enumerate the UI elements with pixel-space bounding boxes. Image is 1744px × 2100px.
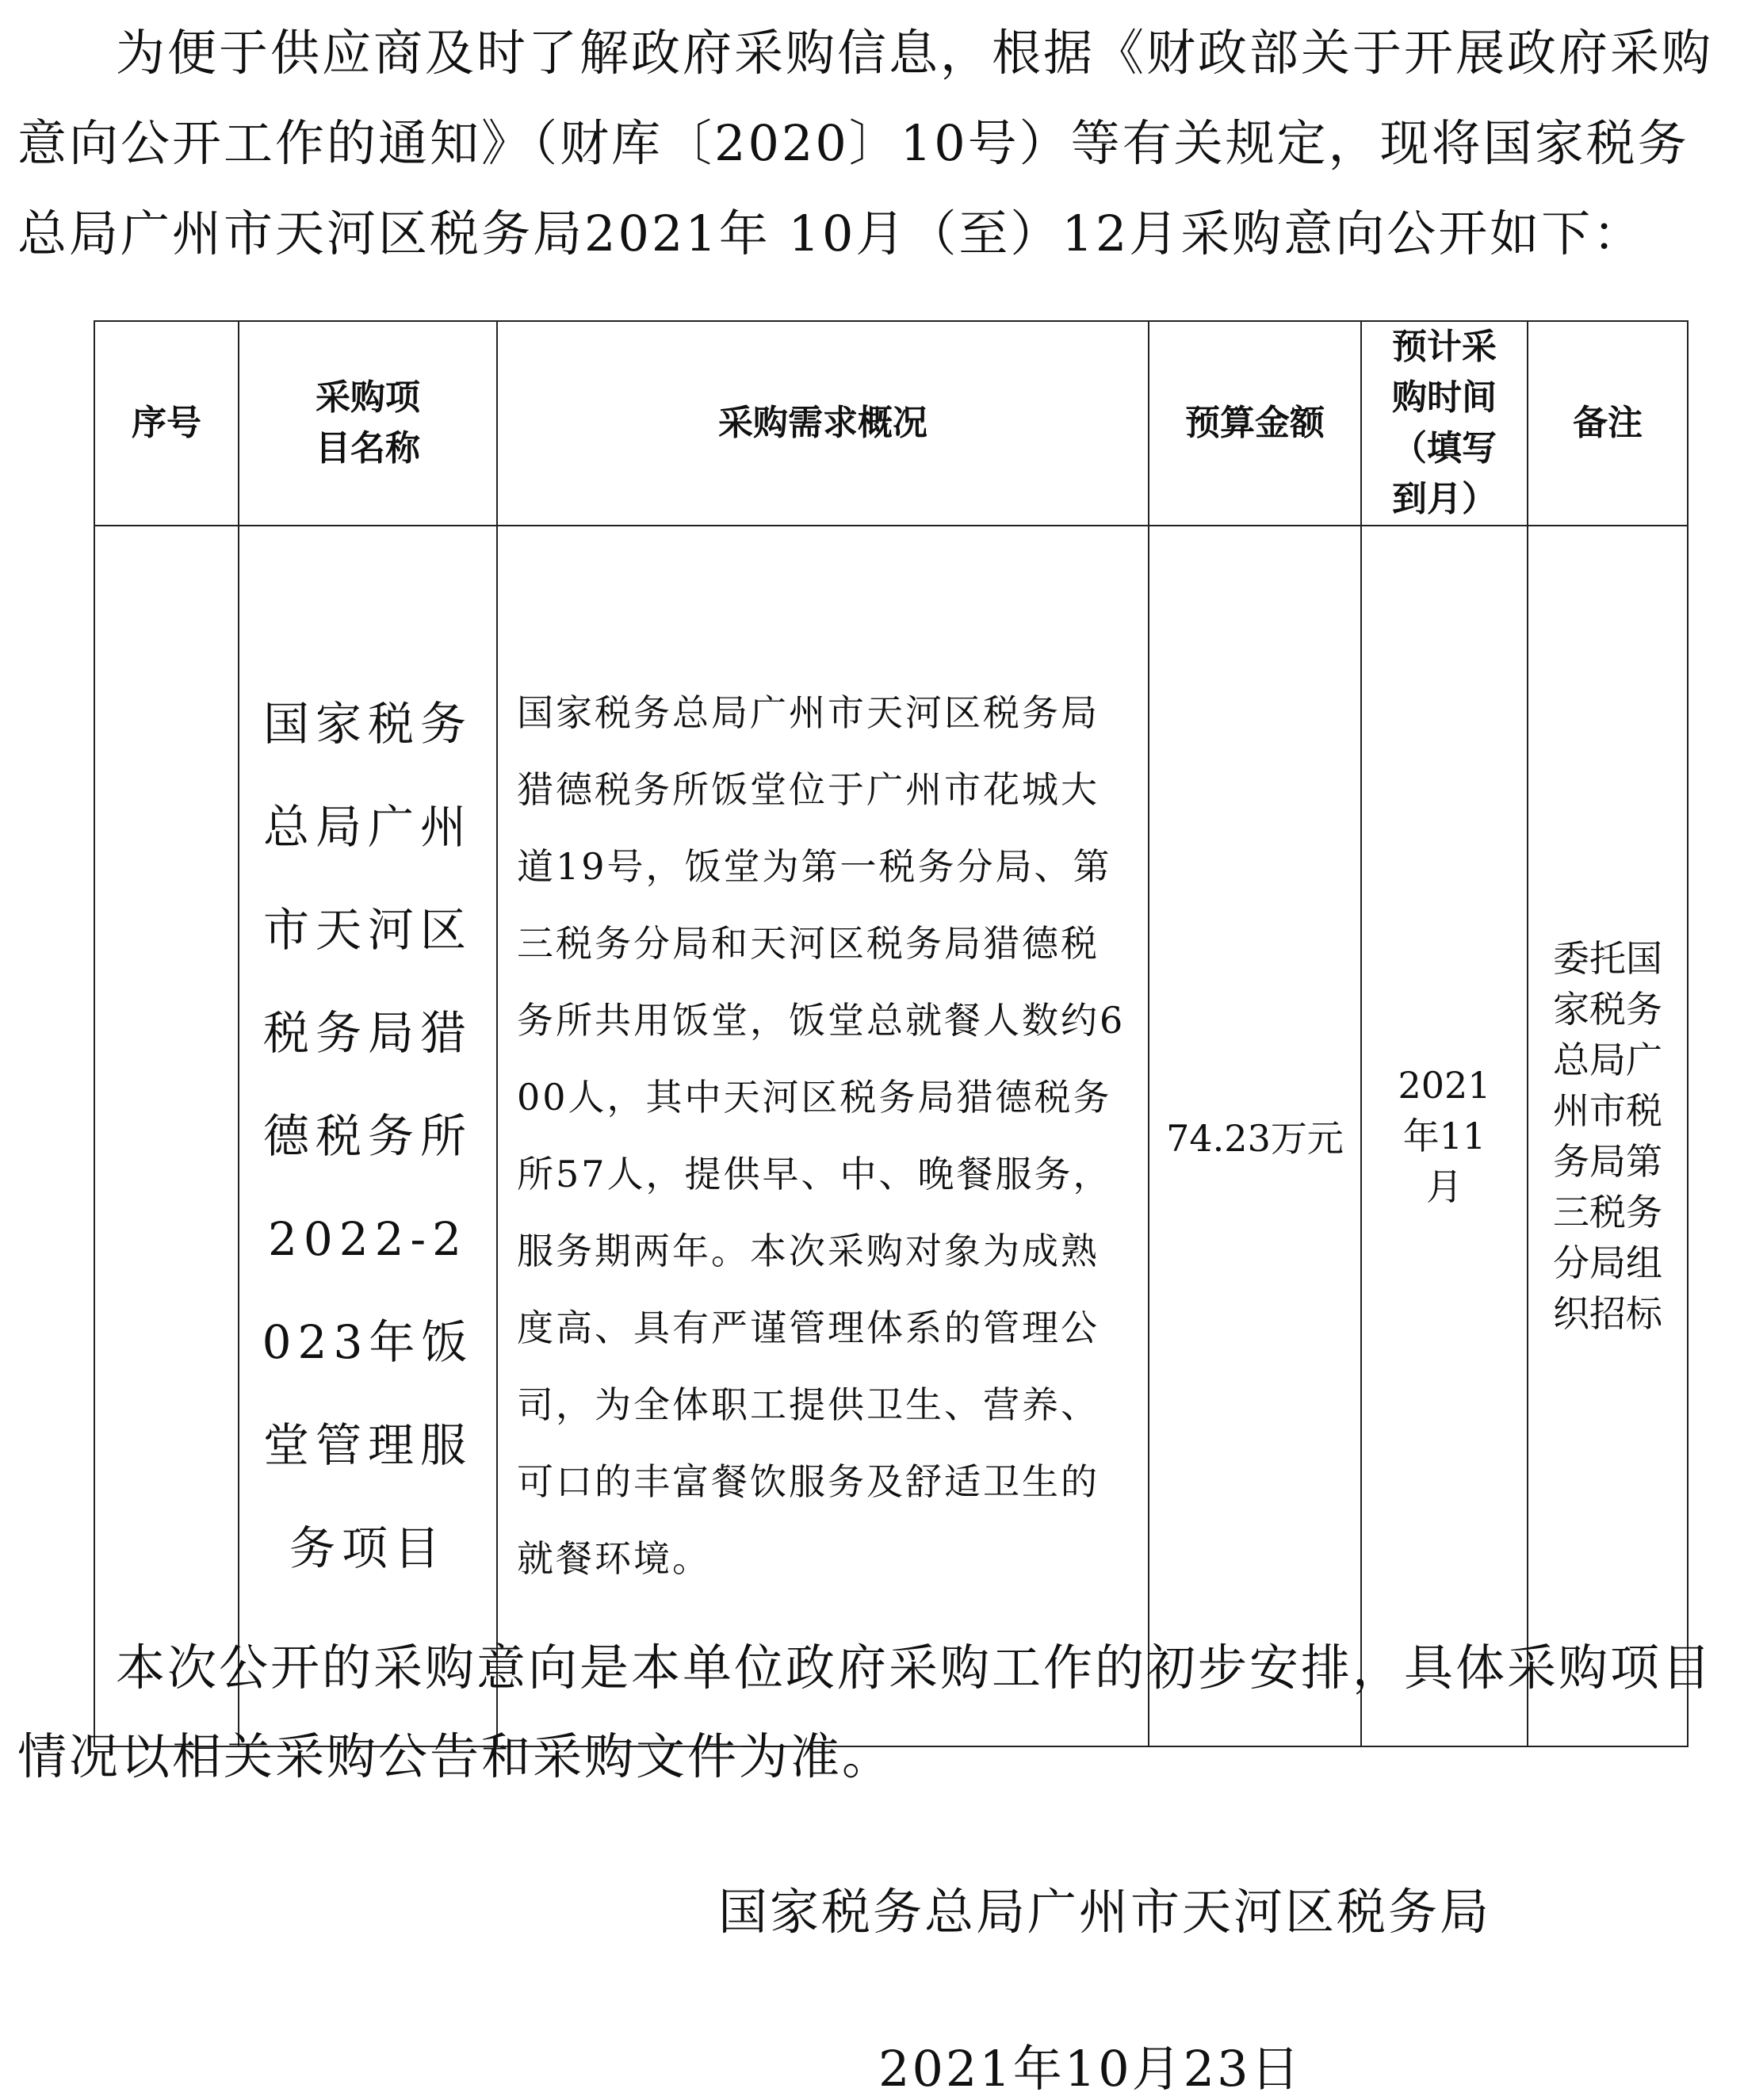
table-header-row bbox=[94, 321, 1688, 526]
header-time bbox=[1361, 321, 1528, 526]
cell-name: 国家税务总局广州市天河区税务局猎德税务所2022-2023年饭堂管理服务项目 bbox=[239, 526, 497, 1746]
intro-paragraph: 为便于供应商及时了解政府采购信息，根据《财政部关于开展政府采购意向公开工作的通知》（财库〔2020〕10号）等有关规定，现将国家税务总局广州市天河区税务局2021年 10月（至）12月采购意向公开如下： bbox=[17, 24, 1714, 262]
header-requirement: 采购需求概况 bbox=[497, 321, 1149, 526]
header-remark: 备注 bbox=[1528, 321, 1688, 526]
signature-org: 国家税务总局广州市天河区税务局 bbox=[718, 1883, 1492, 1941]
header-seq: 序号 bbox=[94, 321, 239, 526]
cell-remark: 委托国家税务总局广州市税务局第三税务分局组织招标 bbox=[1528, 526, 1688, 1746]
cell-time bbox=[1361, 526, 1528, 1746]
signature-date: 2021年10月23日 bbox=[878, 2040, 1302, 2098]
table-row bbox=[94, 526, 1688, 1746]
cell-requirement: 国家税务总局广州市天河区税务局猎德税务所饭堂位于广州市花城大道19号，饭堂为第一税务分局、第三税务分局和天河区税务局猎德税务所共用饭堂，饭堂总就餐人数约600人，其中天河区税务局猎德税务所57人，提供早、中、晚餐服务，服务期两年。本次采购对象为成熟度高、具有严谨管理体系的管理公司，为全体职工提供卫生、营养、可口的丰富餐饮服务及舒适卫生的就餐环境。 bbox=[497, 526, 1149, 1746]
cell-budget: 74.23万元 bbox=[1149, 526, 1361, 1746]
header-budget: 预算金额 bbox=[1149, 321, 1361, 526]
cell-time-text: 2021年11月 bbox=[1398, 1064, 1491, 1208]
header-name-label: 采购项目名称 bbox=[316, 377, 420, 469]
header-name bbox=[239, 321, 497, 526]
cell-seq bbox=[94, 526, 239, 1746]
closing-paragraph: 本次公开的采购意向是本单位政府采购工作的初步安排，具体采购项目情况以相关采购公告和采购文件为准。 bbox=[17, 1639, 1714, 1785]
header-time-label: 预计采购时间（填写到月） bbox=[1392, 327, 1497, 519]
procurement-table bbox=[94, 320, 1689, 1747]
